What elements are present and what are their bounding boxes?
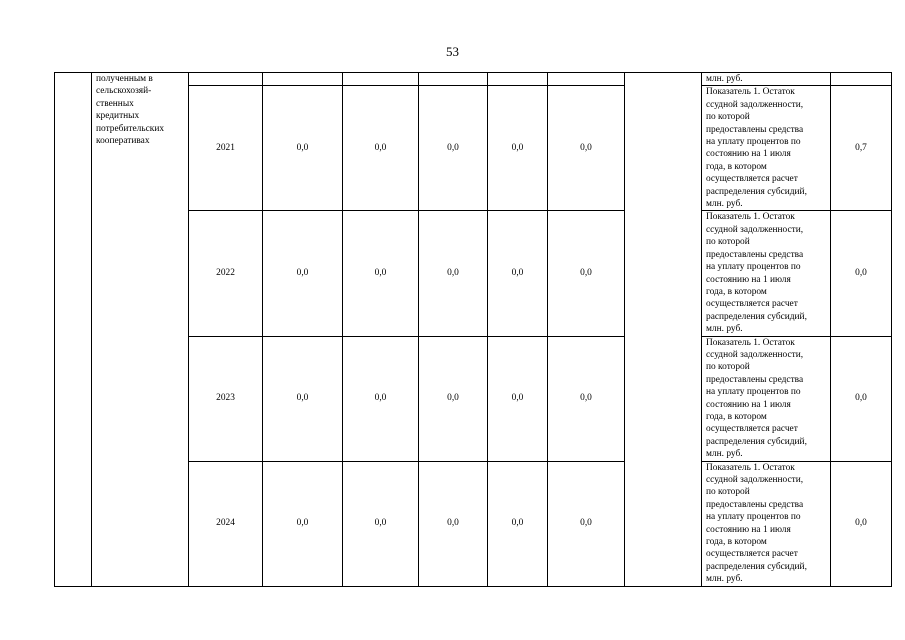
merged-empty-cell (625, 73, 702, 587)
value-cell-empty (419, 73, 488, 86)
value-cell: 0,0 (488, 86, 548, 211)
value-cell: 0,0 (548, 336, 625, 461)
value-cell: 0,0 (419, 86, 488, 211)
year-cell-empty (189, 73, 263, 86)
value-cell: 0,0 (488, 211, 548, 336)
indicator-text-cell: Показатель 1. Остаток ссудной задолженности, по которой предоставлены средства на уплату процентов по состоянию на 1 июля года, в котором осуществляется расчет распределения субсидий, млн. руб. (702, 211, 831, 336)
indicator-value-cell: 0,0 (831, 461, 892, 586)
indicator-text-cell: Показатель 1. Остаток ссудной задолженности, по которой предоставлены средства на уплату процентов по состоянию на 1 июля года, в котором осуществляется расчет распределения субсидий, млн. руб. (702, 86, 831, 211)
value-cell: 0,0 (263, 86, 343, 211)
year-cell: 2022 (189, 211, 263, 336)
value-cell: 0,0 (419, 336, 488, 461)
value-cell: 0,0 (548, 211, 625, 336)
value-cell: 0,0 (263, 336, 343, 461)
value-cell-empty (343, 73, 419, 86)
value-cell-empty (488, 73, 548, 86)
indicator-value-cell: 0,7 (831, 86, 892, 211)
number-cell (55, 73, 92, 587)
indicator-text-cell: Показатель 1. Остаток ссудной задолженности, по которой предоставлены средства на уплату процентов по состоянию на 1 июля года, в котором осуществляется расчет распределения субсидий, млн. руб. (702, 336, 831, 461)
value-cell-empty (263, 73, 343, 86)
value-cell: 0,0 (548, 86, 625, 211)
year-cell: 2021 (189, 86, 263, 211)
value-cell: 0,0 (488, 461, 548, 586)
table-row-continuation (55, 73, 892, 86)
year-cell: 2023 (189, 336, 263, 461)
value-cell: 0,0 (343, 86, 419, 211)
value-cell: 0,0 (548, 461, 625, 586)
description-cell: полученным в сельскохозяй- ственных кредитных потребительских кооперативах (92, 73, 189, 587)
page-number: 53 (446, 44, 459, 59)
indicator-unit-cell: млн. руб. (702, 73, 831, 86)
value-cell: 0,0 (263, 211, 343, 336)
value-cell: 0,0 (419, 211, 488, 336)
year-cell: 2024 (189, 461, 263, 586)
indicator-value-cell: 0,0 (831, 336, 892, 461)
value-cell: 0,0 (343, 211, 419, 336)
value-cell: 0,0 (419, 461, 488, 586)
value-cell-empty (548, 73, 625, 86)
value-cell: 0,0 (343, 461, 419, 586)
budget-table (54, 72, 892, 587)
indicator-value-cell: 0,0 (831, 211, 892, 336)
indicator-text-cell: Показатель 1. Остаток ссудной задолженности, по которой предоставлены средства на уплату процентов по состоянию на 1 июля года, в котором осуществляется расчет распределения субсидий, млн. руб. (702, 461, 831, 586)
value-cell: 0,0 (263, 461, 343, 586)
value-cell: 0,0 (488, 336, 548, 461)
indicator-value-empty (831, 73, 892, 86)
value-cell: 0,0 (343, 336, 419, 461)
